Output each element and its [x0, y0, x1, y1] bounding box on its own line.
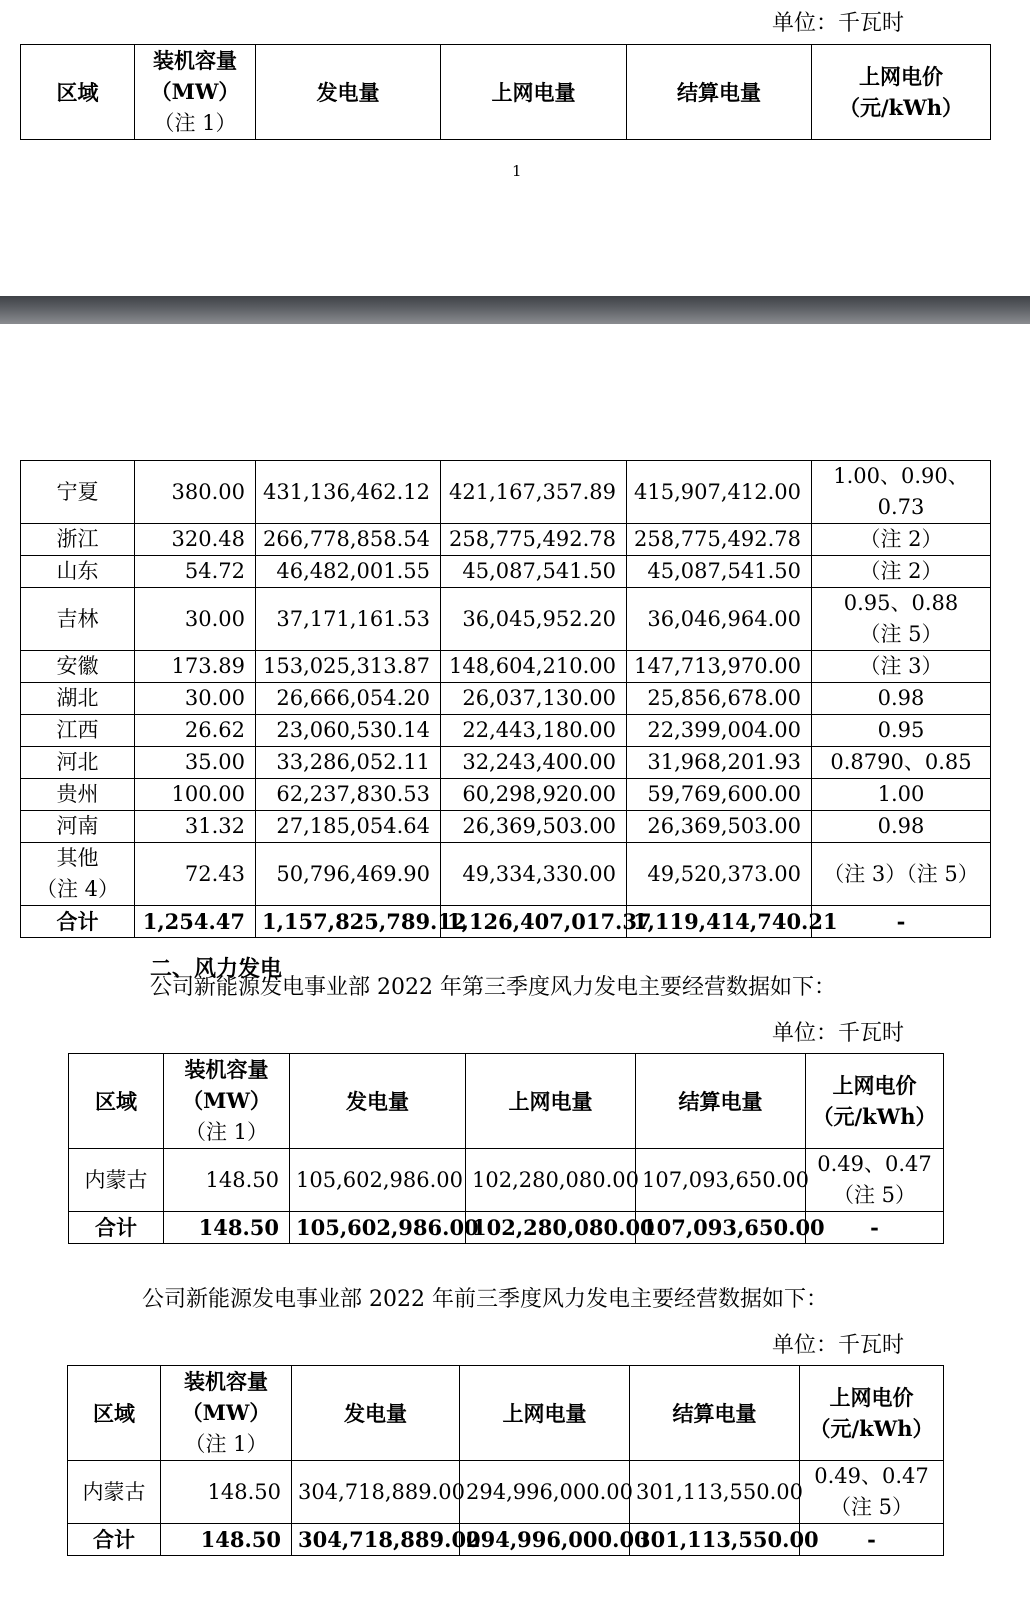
unit-label-top: 单位：千瓦时	[772, 11, 905, 36]
header-price: 上网电价 （元/kWh）	[806, 1054, 944, 1149]
cell-capacity: 54.72	[135, 556, 256, 588]
cell-on-grid: 294,996,000.00	[460, 1524, 630, 1556]
cell-capacity: 30.00	[135, 683, 256, 715]
cell-region: 安徽	[21, 651, 135, 683]
table-row	[21, 651, 991, 683]
table-row	[21, 811, 991, 843]
cell-settlement: 26,369,503.00	[627, 811, 812, 843]
cell-region: 河南	[21, 811, 135, 843]
cell-generation: 431,136,462.12	[256, 461, 441, 524]
cell-price: 1.00	[812, 779, 991, 811]
cell-capacity: 380.00	[135, 461, 256, 524]
header-price: 上网电价 （元/kWh）	[812, 45, 991, 140]
table-row	[21, 461, 991, 524]
cell-generation: 62,237,830.53	[256, 779, 441, 811]
cell-capacity: 30.00	[135, 588, 256, 651]
cell-generation: 33,286,052.11	[256, 747, 441, 779]
table-row	[69, 1149, 944, 1212]
cell-price: （注 3）（注 5）	[812, 843, 991, 906]
table-row	[68, 1461, 944, 1524]
solar-data-table	[20, 460, 991, 938]
cell-settlement: 36,046,964.00	[627, 588, 812, 651]
cell-on-grid: 294,996,000.00	[460, 1461, 630, 1524]
cell-region: 山东	[21, 556, 135, 588]
header-capacity: 装机容量 （MW） （注 1）	[164, 1054, 290, 1149]
cell-price: 0.98	[812, 811, 991, 843]
cell-generation: 304,718,889.00	[292, 1524, 460, 1556]
cell-generation: 26,666,054.20	[256, 683, 441, 715]
header-generation: 发电量	[290, 1054, 466, 1149]
cell-capacity: 35.00	[135, 747, 256, 779]
total-row	[68, 1524, 944, 1556]
cell-generation: 23,060,530.14	[256, 715, 441, 747]
cell-price: 0.8790、0.85	[812, 747, 991, 779]
cell-on-grid: 102,280,080.00	[466, 1212, 636, 1244]
header-settlement: 结算电量	[630, 1366, 800, 1461]
cell-capacity: 148.50	[164, 1149, 290, 1212]
wind-ytd-intro: 公司新能源发电事业部 2022 年前三季度风力发电主要经营数据如下：	[142, 1287, 828, 1312]
cell-price: （注 2）	[812, 524, 991, 556]
cell-on-grid: 22,443,180.00	[441, 715, 627, 747]
cell-on-grid: 49,334,330.00	[441, 843, 627, 906]
cell-price: （注 2）	[812, 556, 991, 588]
cell-price: 0.95	[812, 715, 991, 747]
cell-region: 合计	[69, 1212, 164, 1244]
table-row	[21, 747, 991, 779]
header-capacity: 装机容量 （MW） （注 1）	[135, 45, 256, 140]
header-region: 区域	[21, 45, 135, 140]
cell-capacity: 1,254.47	[135, 906, 256, 938]
cell-price: 0.49、0.47 （注 5）	[806, 1149, 944, 1212]
total-row	[69, 1212, 944, 1244]
cell-capacity: 320.48	[135, 524, 256, 556]
cell-settlement: 59,769,600.00	[627, 779, 812, 811]
header-on-grid: 上网电量	[441, 45, 627, 140]
cell-settlement: 107,093,650.00	[636, 1212, 806, 1244]
cell-on-grid: 26,037,130.00	[441, 683, 627, 715]
cell-generation: 266,778,858.54	[256, 524, 441, 556]
cell-region: 湖北	[21, 683, 135, 715]
cell-region: 江西	[21, 715, 135, 747]
cell-capacity: 148.50	[164, 1212, 290, 1244]
cell-price: -	[806, 1212, 944, 1244]
cell-capacity: 26.62	[135, 715, 256, 747]
unit-label-ytd: 单位：千瓦时	[772, 1333, 905, 1358]
cell-on-grid: 148,604,210.00	[441, 651, 627, 683]
cell-on-grid: 26,369,503.00	[441, 811, 627, 843]
cell-price: 0.95、0.88 （注 5）	[812, 588, 991, 651]
unit-label-q3: 单位：千瓦时	[772, 1021, 905, 1046]
cell-on-grid: 258,775,492.78	[441, 524, 627, 556]
header-region: 区域	[69, 1054, 164, 1149]
solar-header-table	[20, 44, 991, 140]
cell-settlement: 22,399,004.00	[627, 715, 812, 747]
cell-settlement: 49,520,373.00	[627, 843, 812, 906]
table-row	[21, 683, 991, 715]
table-row	[21, 524, 991, 556]
page-number: 1	[512, 162, 522, 180]
cell-settlement: 147,713,970.00	[627, 651, 812, 683]
cell-settlement: 45,087,541.50	[627, 556, 812, 588]
cell-on-grid: 45,087,541.50	[441, 556, 627, 588]
header-capacity: 装机容量 （MW） （注 1）	[161, 1366, 292, 1461]
wind-q3-intro: 公司新能源发电事业部 2022 年第三季度风力发电主要经营数据如下：	[150, 975, 836, 1000]
cell-capacity: 173.89	[135, 651, 256, 683]
cell-on-grid: 421,167,357.89	[441, 461, 627, 524]
header-generation: 发电量	[292, 1366, 460, 1461]
total-row	[21, 906, 991, 938]
cell-region: 吉林	[21, 588, 135, 651]
cell-generation: 153,025,313.87	[256, 651, 441, 683]
cell-settlement: 1,119,414,740.21	[627, 906, 812, 938]
cell-settlement: 415,907,412.00	[627, 461, 812, 524]
cell-settlement: 301,113,550.00	[630, 1461, 800, 1524]
cell-on-grid: 36,045,952.20	[441, 588, 627, 651]
cell-region: 内蒙古	[68, 1461, 161, 1524]
cell-on-grid: 60,298,920.00	[441, 779, 627, 811]
header-on-grid: 上网电量	[466, 1054, 636, 1149]
cell-on-grid: 1,126,407,017.37	[441, 906, 627, 938]
cell-region: 其他 （注 4）	[21, 843, 135, 906]
cell-region: 内蒙古	[69, 1149, 164, 1212]
wind-q3-table	[68, 1053, 944, 1244]
cell-capacity: 148.50	[161, 1461, 292, 1524]
cell-price: 1.00、0.90、0.73	[812, 461, 991, 524]
cell-generation: 105,602,986.00	[290, 1212, 466, 1244]
table-row	[21, 556, 991, 588]
cell-generation: 304,718,889.00	[292, 1461, 460, 1524]
cell-settlement: 258,775,492.78	[627, 524, 812, 556]
header-price: 上网电价 （元/kWh）	[800, 1366, 944, 1461]
cell-region: 合计	[68, 1524, 161, 1556]
wind-heading: 二、风力发电	[150, 956, 283, 982]
header-region: 区域	[68, 1366, 161, 1461]
header-on-grid: 上网电量	[460, 1366, 630, 1461]
cell-price: 0.49、0.47 （注 5）	[800, 1461, 944, 1524]
cell-region: 合计	[21, 906, 135, 938]
table-row	[21, 843, 991, 906]
cell-price: -	[812, 906, 991, 938]
cell-capacity: 31.32	[135, 811, 256, 843]
cell-settlement: 107,093,650.00	[636, 1149, 806, 1212]
cell-generation: 37,171,161.53	[256, 588, 441, 651]
cell-on-grid: 32,243,400.00	[441, 747, 627, 779]
wind-ytd-table	[67, 1365, 944, 1556]
cell-settlement: 31,968,201.93	[627, 747, 812, 779]
page-break-bar	[0, 296, 1030, 324]
cell-generation: 50,796,469.90	[256, 843, 441, 906]
cell-price: 0.98	[812, 683, 991, 715]
cell-price: （注 3）	[812, 651, 991, 683]
cell-settlement: 25,856,678.00	[627, 683, 812, 715]
cell-region: 贵州	[21, 779, 135, 811]
cell-region: 河北	[21, 747, 135, 779]
cell-capacity: 72.43	[135, 843, 256, 906]
table-row	[21, 779, 991, 811]
header-generation: 发电量	[256, 45, 441, 140]
cell-on-grid: 102,280,080.00	[466, 1149, 636, 1212]
header-settlement: 结算电量	[636, 1054, 806, 1149]
cell-generation: 1,157,825,789.12	[256, 906, 441, 938]
table-row	[21, 715, 991, 747]
cell-generation: 46,482,001.55	[256, 556, 441, 588]
cell-settlement: 301,113,550.00	[630, 1524, 800, 1556]
cell-region: 浙江	[21, 524, 135, 556]
cell-capacity: 148.50	[161, 1524, 292, 1556]
table-row	[21, 588, 991, 651]
cell-price: -	[800, 1524, 944, 1556]
cell-region: 宁夏	[21, 461, 135, 524]
cell-generation: 27,185,054.64	[256, 811, 441, 843]
cell-capacity: 100.00	[135, 779, 256, 811]
header-settlement: 结算电量	[627, 45, 812, 140]
cell-generation: 105,602,986.00	[290, 1149, 466, 1212]
